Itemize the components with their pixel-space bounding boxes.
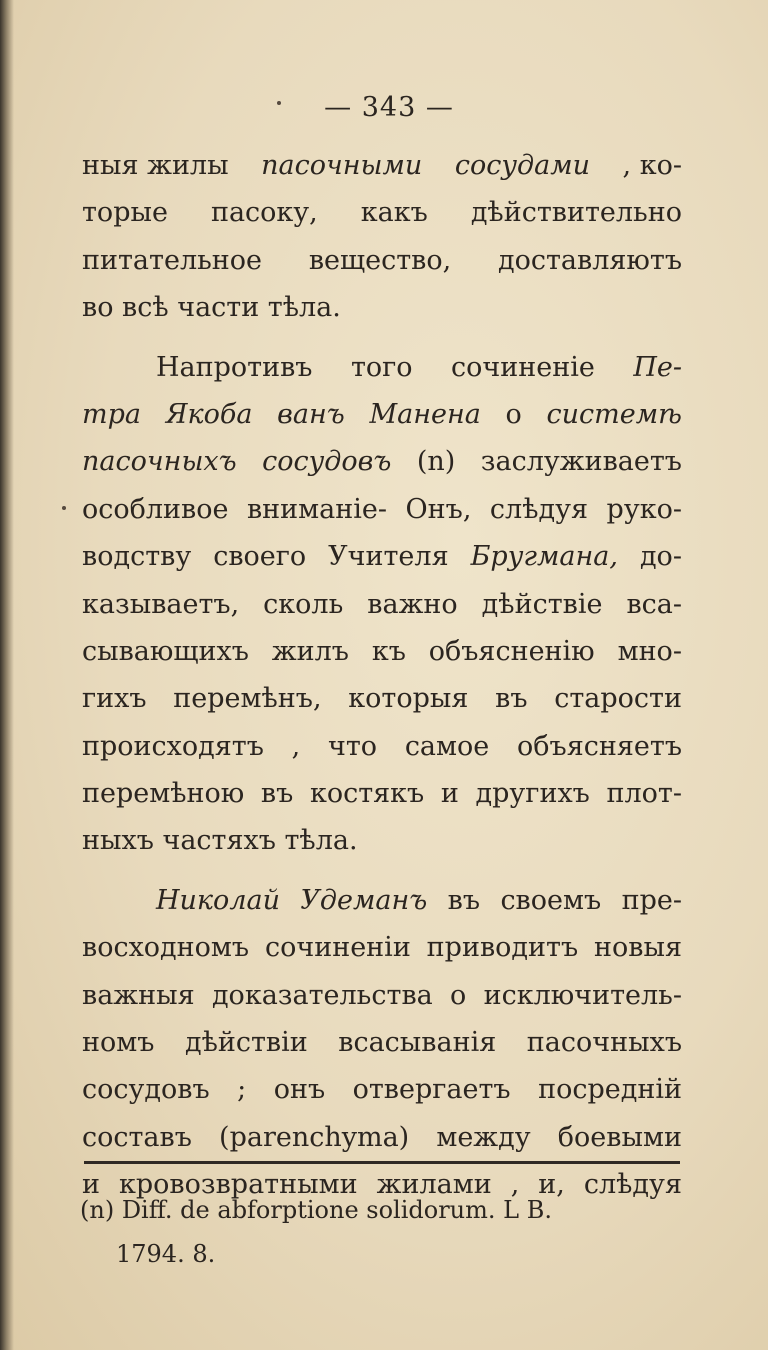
text-line [82,628,682,675]
footnote [80,1188,690,1276]
word: (parenchyma) [219,1121,410,1153]
text-line [82,486,682,533]
word: жилами [376,1169,492,1201]
word: плот- [606,778,682,810]
word: сосудами [454,150,591,181]
word: Удеманъ [300,884,428,916]
word: объясняетъ [517,730,682,762]
word: въ [495,683,528,715]
word: пре- [621,884,682,916]
text-line [82,237,682,284]
word: того [350,351,413,383]
word: Якоба [165,398,253,430]
word: питательное [82,244,263,276]
word: ныхъ частяхъ тѣла. [82,825,358,857]
word: слѣдуя [489,493,589,525]
word: мно- [617,635,682,667]
word: Николай [156,884,280,916]
footnote-line-1: (n) Diff. de abforptione solidorum. L B. [80,1196,552,1224]
text-line [82,581,682,628]
word: во всѣ части тѣла. [82,292,341,324]
text-line [82,142,682,189]
word: , [510,1169,520,1201]
text-line [82,1114,682,1161]
text-line [82,924,682,971]
word: заслуживаетъ [480,446,682,478]
word: что [328,730,378,762]
word: Онъ, [405,493,472,525]
word: ныя жилы [82,150,229,181]
text-line [82,391,682,438]
word: своемъ [500,884,602,916]
word: онъ [273,1074,326,1106]
word: отвергаетъ [352,1074,511,1106]
word: въ [447,884,481,916]
text-line [82,675,682,722]
word: которыя [348,683,469,715]
word: , [291,730,301,762]
word: Напротивъ [156,351,313,383]
word: Бругмана, [470,541,618,573]
word: сывающихъ [82,635,249,667]
word: боевыми [557,1121,682,1153]
word: дѣйствіе [481,588,603,620]
text-line [82,770,682,817]
text-line [82,533,682,580]
word: важныя [82,979,195,1011]
word: вса- [626,588,682,620]
footnote-line-2: 1794. 8. [116,1240,216,1268]
word: къ [371,635,406,667]
word: пасочными [261,150,423,181]
word: какъ [360,197,428,229]
word: костякъ [309,778,425,810]
word: своего [213,541,307,573]
word: объясненію [428,635,595,667]
word: сколь [263,588,344,620]
word: до- [639,541,682,573]
word: кровозвратными [119,1169,358,1201]
body-text [82,142,682,1209]
word: гихъ [82,683,147,715]
text-line [82,877,682,924]
word: и [440,778,459,810]
text-line [82,817,682,864]
word: происходятъ [82,730,264,762]
word: особливое [82,493,229,525]
word: самое [404,730,490,762]
word: сочиненіи [264,932,411,964]
word: перемѣнъ, [173,683,322,715]
word: , ко- [622,150,682,181]
word: Пе- [633,351,682,383]
text-line [82,438,682,485]
text-line [82,189,682,236]
word: торые [82,197,168,229]
word: пасочныхъ [526,1027,682,1059]
word: о [505,398,522,430]
word: сочиненіе [451,351,595,383]
word: жилъ [271,635,349,667]
text-line [82,972,682,1019]
word: приводитъ [426,932,579,964]
word: новыя [594,932,682,964]
word: о [450,979,467,1011]
word: доказательства [211,979,433,1011]
print-speck [62,506,66,510]
text-line [82,1019,682,1066]
word: исключитель- [483,979,682,1011]
word: номъ [82,1027,155,1059]
word: пасоку, [210,197,318,229]
text-line [82,284,682,331]
word: важно [367,588,458,620]
word: тра [82,398,141,430]
word: доставляютъ [497,244,682,276]
word: всасыванія [338,1027,497,1059]
word: (n) [416,446,456,478]
word: пасочныхъ [82,446,237,478]
word: казываетъ, [82,588,240,620]
word: восходномъ [82,932,250,964]
word: ; [237,1074,247,1106]
word: ванъ [277,398,345,430]
word: системѣ [546,398,682,430]
word: между [436,1121,531,1153]
word: въ [260,778,294,810]
word: дѣйствительно [470,197,682,229]
word: перемѣною [82,778,245,810]
word: старости [554,683,682,715]
word: водству [82,541,192,573]
page-gutter-shadow [0,0,14,1350]
word: посредній [538,1074,682,1106]
word: Манена [369,398,481,430]
page-number: — 343 — [324,92,454,123]
word: руко- [606,493,682,525]
word: и [82,1169,100,1201]
word: слѣдуя [583,1169,682,1201]
footnote-rule [84,1161,680,1164]
word: другихъ [475,778,590,810]
word: вниманіе- [246,493,388,525]
word: и, [538,1169,565,1201]
word: дѣйствіи [184,1027,308,1059]
text-line [82,344,682,391]
word: вещество, [308,244,452,276]
word: сосудовъ [82,1074,210,1106]
text-line [82,723,682,770]
text-line [82,1066,682,1113]
word: составъ [82,1121,192,1153]
word: Учителя [328,541,449,573]
word: сосудовъ [262,446,392,478]
